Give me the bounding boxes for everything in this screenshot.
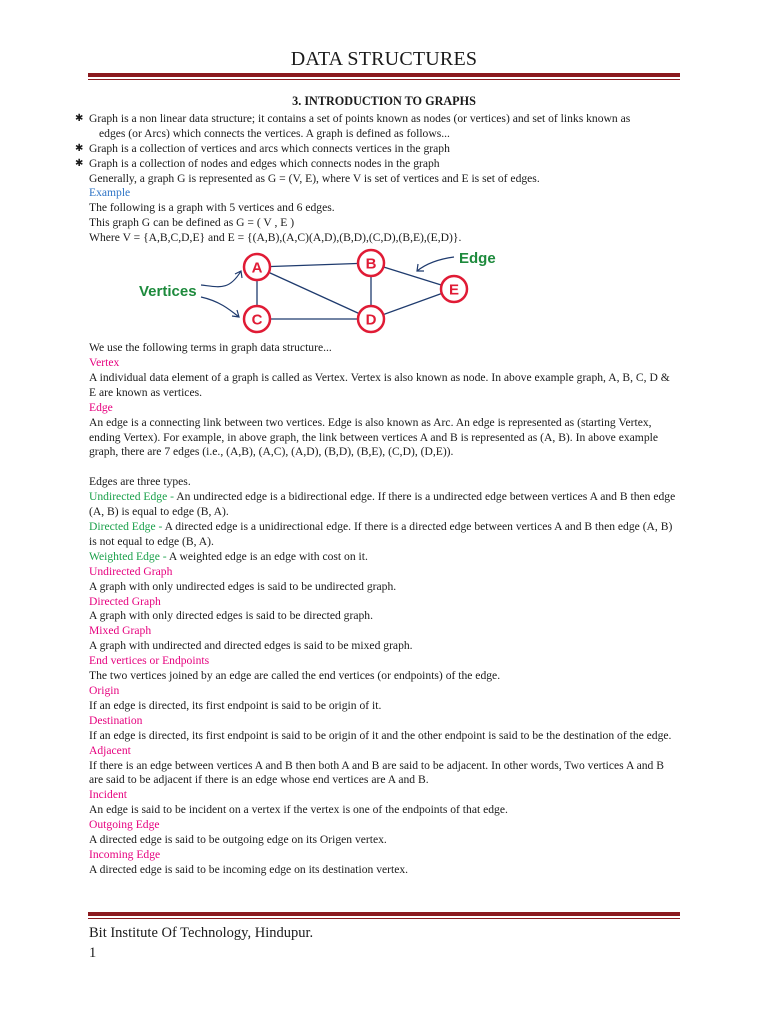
asterisk-bullet-icon: ✱: [75, 142, 84, 154]
edge-types-intro: Edges are three types.: [89, 475, 191, 489]
node-e: [441, 276, 467, 302]
term-heading: Incident: [89, 788, 127, 802]
term-definition: If an edge is directed, its first endpoint is said to be origin of it.: [89, 698, 382, 712]
example-line: This graph G can be defined as G = ( V , E ): [89, 216, 295, 230]
term-definition: An edge is a connecting link between two vertices. Edge is also known as Arc. An edge is represented as (starting Vertex, ending Vertex). For example, in above graph, the link between vertices A and B is represented as (A, B). In above example graph, there are 7 edges (i.e., (A,B), (A,C), (A,D), (B,D), (B,E), (C,D), (D,E)).: [89, 415, 658, 459]
node-label-e: E: [448, 281, 460, 299]
node-c: [244, 306, 270, 332]
node-label-b: B: [365, 255, 377, 273]
edge-arrow: [417, 257, 454, 271]
term-definition: A graph with only directed edges is said to be directed graph.: [89, 609, 373, 623]
node-d: [358, 306, 384, 332]
edge-type-directed: Directed Edge - A directed edge is a unidirectional edge. If there is a directed edge between vertices A and B then edge (A, B) is not equal to edge (B, A).: [89, 520, 673, 548]
example-label: Example: [89, 186, 131, 200]
term-heading: Outgoing Edge: [89, 818, 160, 832]
term-heading: Origin: [89, 684, 120, 697]
term-heading: Directed Graph: [89, 594, 161, 608]
terms-intro: We use the following terms in graph data structure...: [89, 341, 332, 355]
footer-institute: Bit Institute Of Technology, Hindupur.: [89, 925, 314, 941]
asterisk-bullet-icon: ✱: [75, 157, 84, 169]
term-heading: Incoming Edge: [89, 847, 161, 861]
term-definition: A directed edge is said to be incoming edge on its destination vertex.: [89, 862, 409, 876]
node-b: [358, 250, 384, 276]
term-definition: A directed edge is said to be outgoing edge on its Origen vertex.: [89, 833, 387, 847]
asterisk-bullet-icon: ✱: [75, 112, 84, 124]
document-body: [75, 94, 679, 878]
term-heading: Undirected Graph: [89, 564, 173, 578]
term-definition: A individual data element of a graph is called as Vertex. Vertex is also known as node. In above example graph, A, B, C, D & E are known as vertices.: [89, 370, 670, 399]
node-label-a: A: [251, 259, 263, 277]
vertices-arrow-bottom: [201, 297, 239, 317]
bullet-item: ✱ Graph is a collection of nodes and edges which connects nodes in the graph: [75, 156, 440, 170]
footer-rule: [88, 912, 680, 919]
graph-diagram: [89, 249, 679, 341]
graph-edges: [257, 263, 454, 319]
term-definition: If an edge is directed, its first endpoint is said to be origin of it and the other endpoint is said to be the destination of the edge.: [89, 728, 672, 742]
term-definition: An edge is said to be incident on a vertex if the vertex is one of the endpoints of that edge.: [89, 803, 508, 817]
term-heading: Edge: [89, 400, 113, 414]
term-heading: Destination: [89, 713, 143, 727]
page-title: DATA STRUCTURES: [290, 48, 478, 70]
vertices-callout-label: Vertices: [139, 283, 197, 301]
example-line: The following is a graph with 5 vertices and 6 edges.: [89, 201, 335, 215]
edge-callout-label: Edge: [459, 250, 496, 268]
bullet-item: ✱ Graph is a collection of vertices and arcs which connects vertices in the graph: [75, 141, 450, 155]
header-rule: [88, 73, 680, 80]
term-definition: The two vertices joined by an edge are called the end vertices (or endpoints) of the edge.: [89, 669, 501, 683]
definition-bullets: [75, 111, 679, 172]
edge-type-weighted: Weighted Edge - A weighted edge is an edge with cost on it.: [89, 549, 368, 563]
example-line: Where V = {A,B,C,D,E} and E = {(A,B),(A,C)(A,D),(B,D),(C,D),(B,E),(E,D)}.: [89, 231, 462, 245]
edge-a-b: [257, 263, 371, 267]
term-heading: End vertices or Endpoints: [89, 654, 210, 668]
term-heading: Mixed Graph: [89, 624, 152, 638]
node-label-d: D: [365, 311, 377, 329]
node-label-c: C: [251, 311, 263, 329]
spacer: [89, 460, 679, 475]
section-heading: 3. INTRODUCTION TO GRAPHS: [292, 94, 476, 108]
graph-svg: [129, 249, 496, 339]
term-definition: A graph with only undirected edges is said to be undirected graph.: [89, 579, 397, 593]
term-definition: A graph with undirected and directed edges is said to be mixed graph.: [89, 639, 413, 653]
general-definition: Generally, a graph G is represented as G = (V, E), where V is set of vertices and E is set of edges.: [89, 171, 540, 185]
edge-type-undirected: Undirected Edge - An undirected edge is a bidirectional edge. If there is a undirected edge between vertices A and B then edge (A, B) is equal to edge (B, A).: [89, 490, 676, 519]
term-heading: Vertex: [89, 355, 120, 369]
term-definition: If there is an edge between vertices A and B then both A and B are said to be adjacent. In other words, Two vertices A and B are said to be adjacent if there is an edge whose end vertices are A and B.: [89, 758, 664, 787]
bullet-item: ✱ Graph is a non linear data structure; it contains a set of points known as nodes (or vertices) and set of links known as edges (or Arcs) which connects the vertices. A graph is defined as follows...: [75, 111, 631, 140]
edge-a-d: [257, 267, 371, 319]
callout-arrows: [201, 257, 454, 317]
term-heading: Adjacent: [89, 743, 131, 757]
node-a: [244, 254, 270, 280]
page-number: 1: [89, 945, 97, 961]
